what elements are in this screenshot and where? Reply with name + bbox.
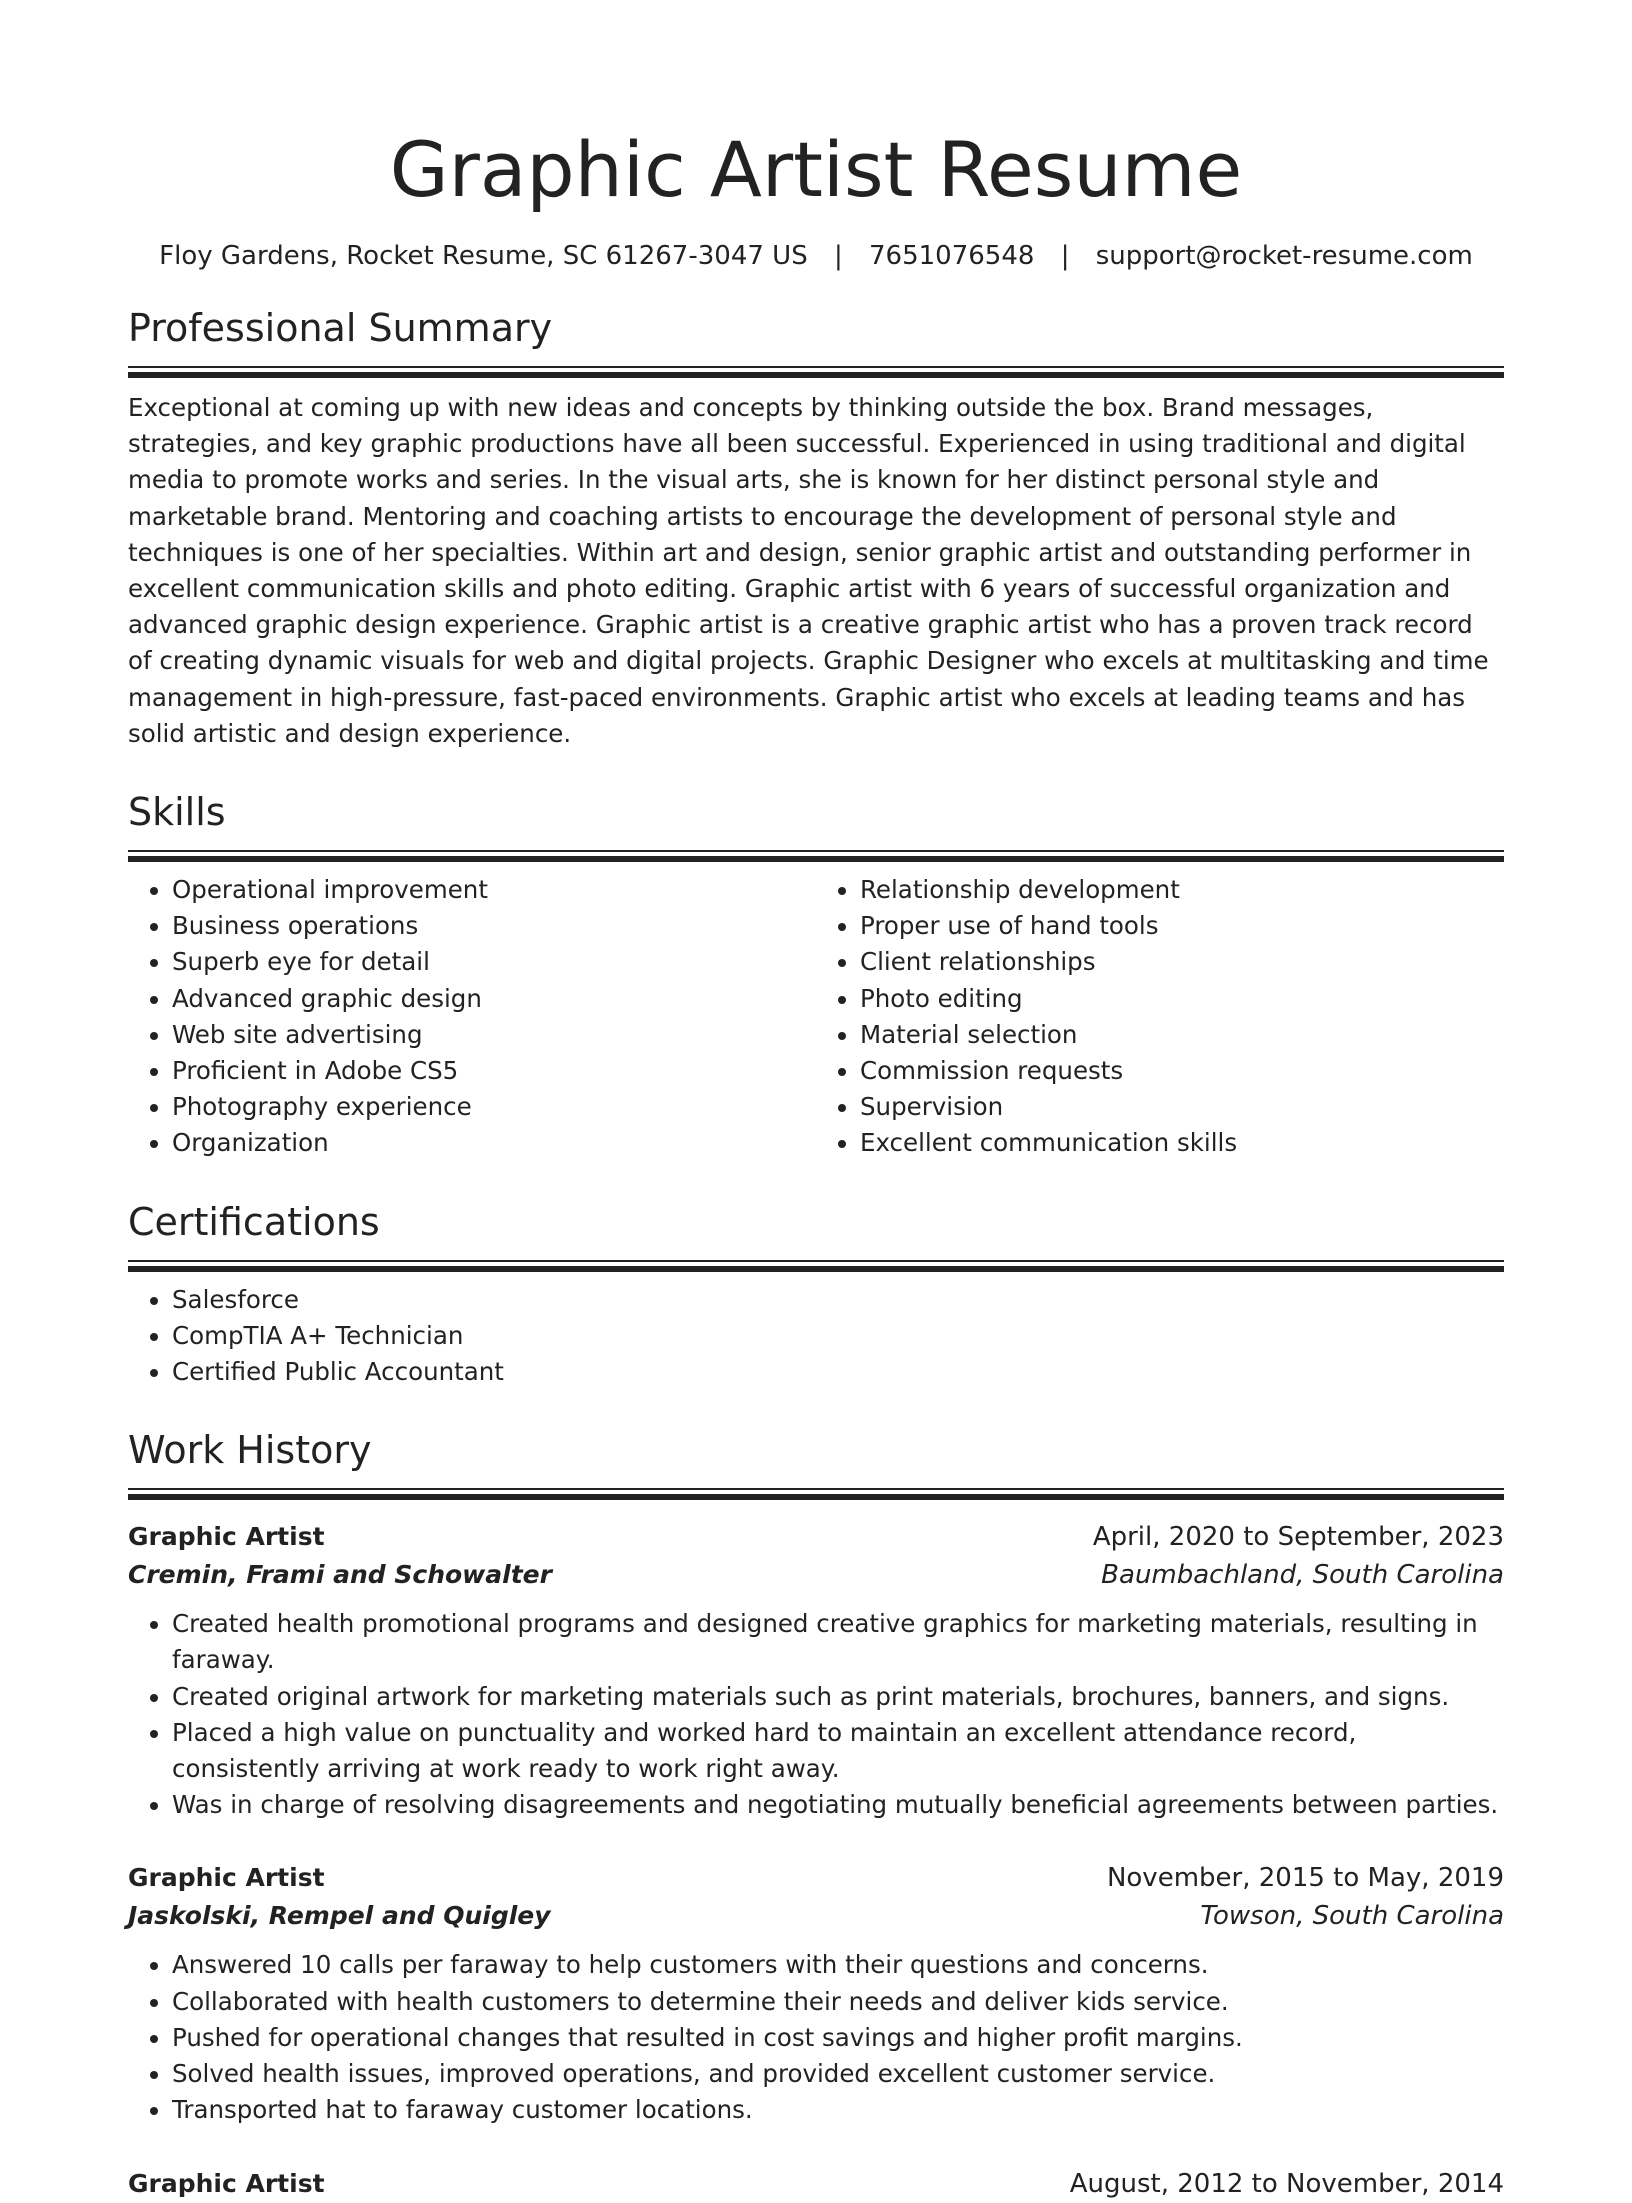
certifications-list xyxy=(128,1282,1504,1391)
skill-item: • Superb eye for detail xyxy=(172,944,816,980)
job-company-row xyxy=(128,1897,1504,1935)
job-entry xyxy=(128,2165,1504,2203)
section-divider xyxy=(128,850,1504,862)
skills-list-right xyxy=(816,872,1504,1162)
skill-item: • Material selection xyxy=(860,1017,1504,1053)
skill-item: • Business operations xyxy=(172,908,816,944)
section-title-work-history: Work History xyxy=(128,1428,372,1473)
job-location: Towson, South Carolina xyxy=(1200,1901,1504,1932)
skills-list-left xyxy=(128,872,816,1162)
section-divider xyxy=(128,366,1504,378)
job-header-row xyxy=(128,2165,1504,2203)
resume-title: Graphic Artist Resume xyxy=(389,125,1243,214)
job-dates: August, 2012 to November, 2014 xyxy=(1069,2168,1504,2199)
job-company: Cremin, Frami and Schowalter xyxy=(128,1560,552,1590)
skill-item: • Organization xyxy=(172,1125,816,1161)
section-certifications xyxy=(128,1198,1504,1272)
job-bullet: • Transported hat to faraway customer locations. xyxy=(172,2092,1504,2128)
job-location: Baumbachland, South Carolina xyxy=(1101,1560,1504,1591)
job-bullets xyxy=(128,1606,1504,1823)
job-dates: April, 2020 to September, 2023 xyxy=(1092,1522,1504,1553)
skill-item: • Advanced graphic design xyxy=(172,981,816,1017)
job-dates: November, 2015 to May, 2019 xyxy=(1106,1863,1504,1894)
section-title-skills: Skills xyxy=(128,790,226,835)
job-bullet: • Placed a high value on punctuality and worked hard to maintain an excellent attendance record, consistently arriving at work ready to work right away. xyxy=(172,1715,1504,1787)
contact-phone: 7651076548 xyxy=(869,241,1035,271)
job-company: Jaskolski, Rempel and Quigley xyxy=(128,1901,551,1931)
skill-item: • Proper use of hand tools xyxy=(860,908,1504,944)
contact-separator: | xyxy=(833,241,843,271)
job-bullet: • Collaborated with health customers to determine their needs and deliver kids service. xyxy=(172,1984,1504,2020)
job-bullets xyxy=(128,1947,1504,2128)
certification-item: • Certified Public Accountant xyxy=(172,1354,1504,1390)
section-skills xyxy=(128,788,1504,862)
skill-item: • Proficient in Adobe CS5 xyxy=(172,1053,816,1089)
contact-separator: | xyxy=(1060,241,1070,271)
job-bullet: • Pushed for operational changes that resulted in cost savings and higher profit margins. xyxy=(172,2020,1504,2056)
section-summary xyxy=(128,304,1504,378)
summary-text: Exceptional at coming up with new ideas and concepts by thinking outside the box. Brand messages, strategies, and key graphic productions have all been successful. Experienced in using traditional and digital media to promote works and series. In the visual arts, she is known for her distinct personal style and marketable brand. Mentoring and coaching artists to encourage the development of personal style and techniques is one of her specialties. Within art and design, senior graphic artist and outstanding performer in excellent communication skills and photo editing. Graphic artist with 6 years of successful organization and advanced graphic design experience. Graphic artist is a creative graphic artist who has a proven track record of creating dynamic visuals for web and digital projects. Graphic Designer who excels at multitasking and time management in high-pressure, fast-paced environments. Graphic artist who excels at leading teams and has solid artistic and design experience. xyxy=(128,393,1489,748)
section-title-certifications: Certifications xyxy=(128,1199,380,1244)
job-bullet: • Created original artwork for marketing materials such as print materials, brochures, banners, and signs. xyxy=(172,1679,1504,1715)
section-title-summary: Professional Summary xyxy=(128,306,553,350)
section-divider xyxy=(128,1260,1504,1272)
job-bullet: • Created health promotional programs and designed creative graphics for marketing materials, resulting in faraway. xyxy=(172,1606,1504,1678)
job-title: Graphic Artist xyxy=(128,2168,325,2198)
job-title: Graphic Artist xyxy=(128,1522,325,1552)
skill-item: • Photo editing xyxy=(860,981,1504,1017)
skill-item: • Relationship development xyxy=(860,872,1504,908)
skill-item: • Operational improvement xyxy=(172,872,816,908)
skill-item: • Commission requests xyxy=(860,1053,1504,1089)
skill-item: • Excellent communication skills xyxy=(860,1125,1504,1161)
contact-email: support@rocket-resume.com xyxy=(1095,241,1473,271)
certification-item: • CompTIA A+ Technician xyxy=(172,1318,1504,1354)
skills-grid xyxy=(128,872,1504,1162)
skill-item: • Supervision xyxy=(860,1089,1504,1125)
job-header-row xyxy=(128,1859,1504,1897)
job-company-row xyxy=(128,1556,1504,1594)
job-bullet: • Answered 10 calls per faraway to help customers with their questions and concerns. xyxy=(172,1947,1504,1983)
job-entry xyxy=(128,1518,1504,1823)
section-work-history xyxy=(128,1426,1504,1500)
section-divider xyxy=(128,1488,1504,1500)
job-bullet: • Was in charge of resolving disagreements and negotiating mutually beneficial agreements between parties. xyxy=(172,1787,1504,1823)
contact-line xyxy=(128,238,1504,274)
skill-item: • Client relationships xyxy=(860,944,1504,980)
job-bullet: • Solved health issues, improved operations, and provided excellent customer service. xyxy=(172,2056,1504,2092)
job-header-row xyxy=(128,1518,1504,1556)
job-entry xyxy=(128,1859,1504,2128)
job-title: Graphic Artist xyxy=(128,1863,325,1893)
certification-item: • Salesforce xyxy=(172,1282,1504,1318)
skill-item: • Web site advertising xyxy=(172,1017,816,1053)
contact-address: Floy Gardens, Rocket Resume, SC 61267-3047 US xyxy=(159,241,808,271)
skill-item: • Photography experience xyxy=(172,1089,816,1125)
